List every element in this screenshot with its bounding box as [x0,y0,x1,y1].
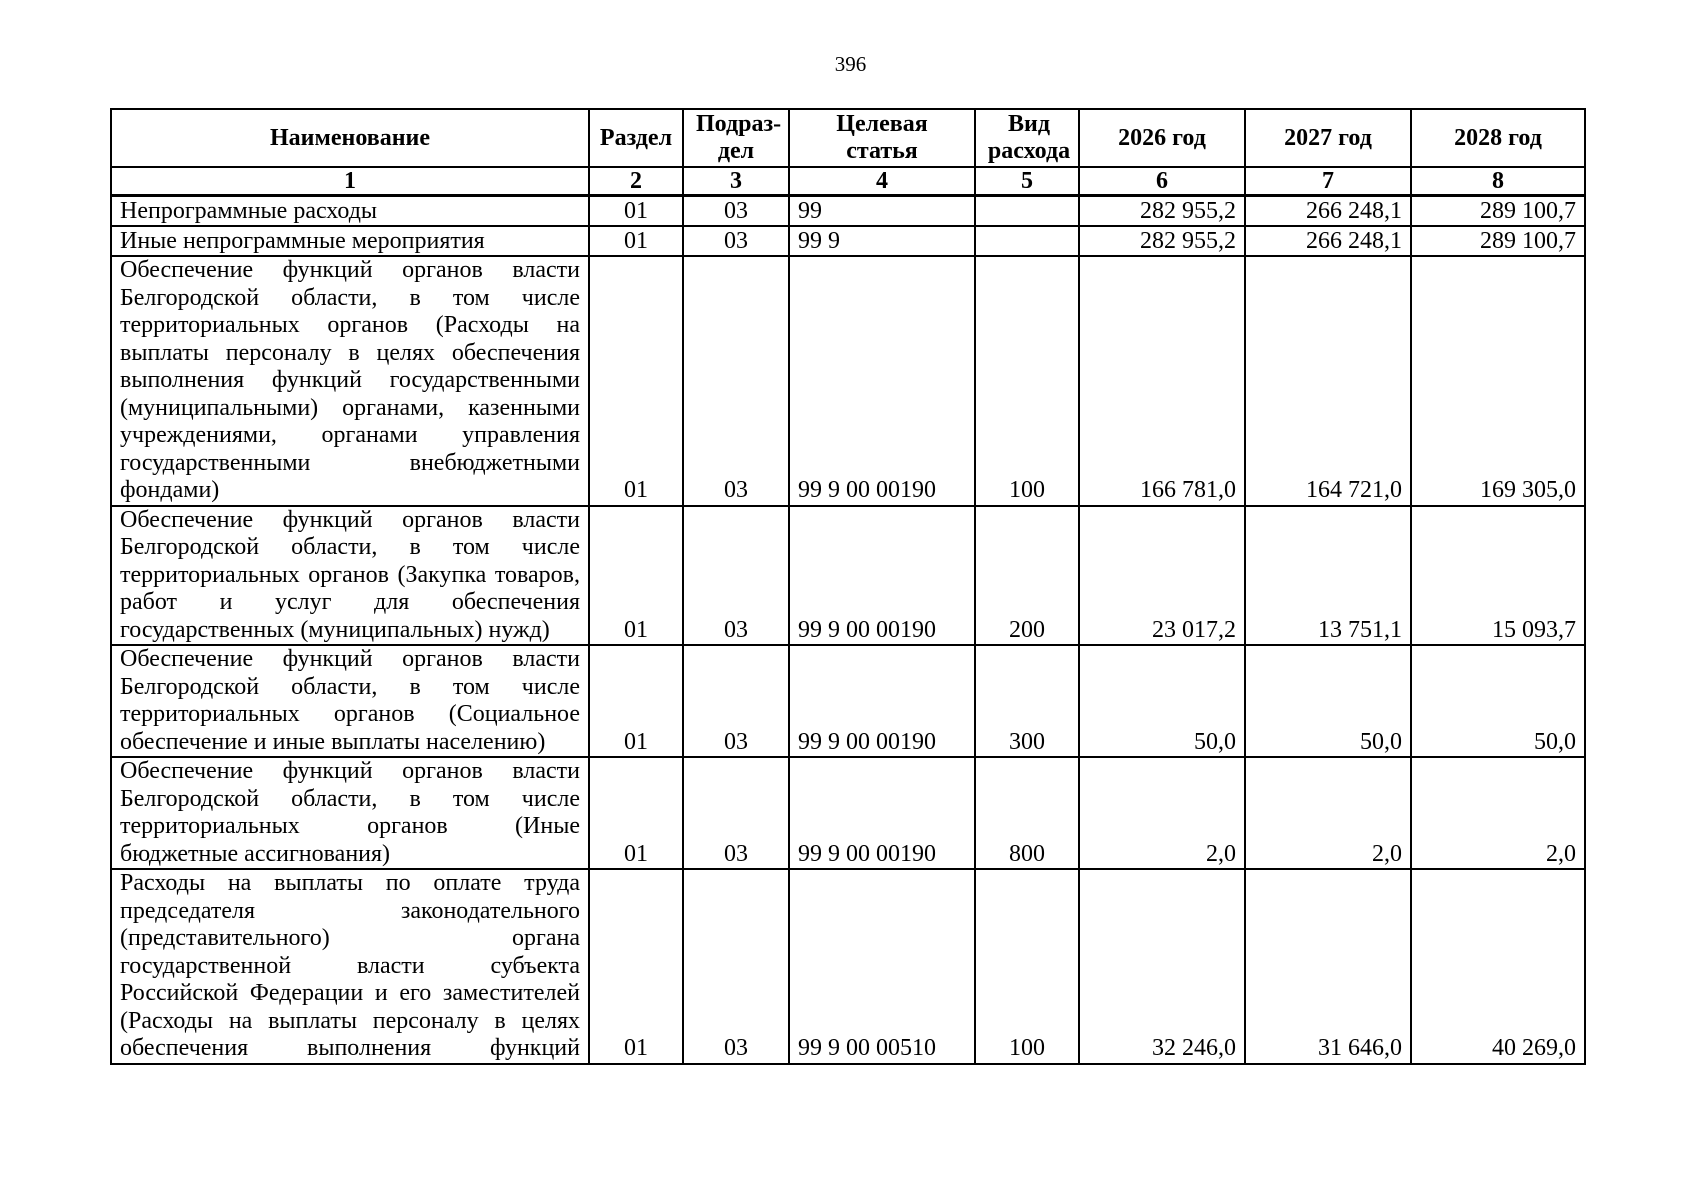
row-razdel: 01 [589,757,683,869]
row-statya: 99 9 [789,226,975,256]
row-name: Расходы на выплаты по оплате труда председателя законодательного (представительного) органа государственной власти субъекта Российской Федерации и его заместителей (Расходы на выплаты персоналу в целях обеспечения выполнения функций [111,869,589,1064]
row-name: Обеспечение функций органов власти Белгородской области, в том числе территориальных органов (Иные бюджетные ассигнования) [111,757,589,869]
column-number: 2 [589,167,683,196]
column-number: 8 [1411,167,1585,196]
header-podrazdel [683,109,789,167]
header-2027: 2027 год [1245,109,1411,167]
row-statya: 99 9 00 00190 [789,757,975,869]
row-podrazdel: 03 [683,506,789,646]
header-vid-label: Вид расхода [987,111,1071,164]
row-podrazdel: 03 [683,226,789,256]
row-2026: 166 781,0 [1079,256,1245,506]
row-name: Обеспечение функций органов власти Белгородской области, в том числе территориальных органов (Социальное обеспечение и иные выплаты населению) [111,645,589,757]
row-2027: 50,0 [1245,645,1411,757]
table-row [111,226,1585,256]
column-number: 6 [1079,167,1245,196]
row-vid: 200 [975,506,1079,646]
row-2026: 32 246,0 [1079,869,1245,1064]
header-razdel: Раздел [589,109,683,167]
row-podrazdel: 03 [683,645,789,757]
table-row [111,869,1585,1064]
column-number-row [111,167,1585,196]
header-statya-label: Целевая статья [836,111,928,164]
row-statya: 99 9 00 00510 [789,869,975,1064]
row-2026: 23 017,2 [1079,506,1245,646]
row-podrazdel: 03 [683,196,789,227]
row-statya: 99 [789,196,975,227]
row-name: Обеспечение функций органов власти Белгородской области, в том числе территориальных органов (Закупка товаров, работ и услуг для обеспечения государственных (муниципальных) нужд) [111,506,589,646]
header-podrazdel-label: Подраз-дел [696,111,782,164]
row-2027: 266 248,1 [1245,196,1411,227]
table-row [111,506,1585,646]
row-2028: 40 269,0 [1411,869,1585,1064]
row-2027: 13 751,1 [1245,506,1411,646]
header-2026: 2026 год [1079,109,1245,167]
row-statya: 99 9 00 00190 [789,256,975,506]
row-vid: 100 [975,869,1079,1064]
row-vid [975,196,1079,227]
row-vid: 100 [975,256,1079,506]
row-statya: 99 9 00 00190 [789,645,975,757]
row-2026: 282 955,2 [1079,226,1245,256]
row-razdel: 01 [589,226,683,256]
row-razdel: 01 [589,256,683,506]
row-podrazdel: 03 [683,757,789,869]
row-statya: 99 9 00 00190 [789,506,975,646]
row-razdel: 01 [589,506,683,646]
row-2028: 15 093,7 [1411,506,1585,646]
row-2028: 50,0 [1411,645,1585,757]
table-row [111,757,1585,869]
header-2028: 2028 год [1411,109,1585,167]
row-razdel: 01 [589,196,683,227]
table-row [111,645,1585,757]
table-row [111,196,1585,227]
table-row [111,256,1585,506]
row-2026: 50,0 [1079,645,1245,757]
header-statya [789,109,975,167]
row-name: Иные непрограммные мероприятия [111,226,589,256]
row-name: Непрограммные расходы [111,196,589,227]
row-2028: 169 305,0 [1411,256,1585,506]
page-number: 396 [834,52,867,76]
row-2026: 2,0 [1079,757,1245,869]
row-vid [975,226,1079,256]
row-2027: 31 646,0 [1245,869,1411,1064]
row-podrazdel: 03 [683,869,789,1064]
column-number: 4 [789,167,975,196]
row-name: Обеспечение функций органов власти Белгородской области, в том числе территориальных органов (Расходы на выплаты персоналу в целях обеспечения выполнения функций государственными (муниципальными) органами, казенными учреждениями, органами управления государственными внебюджетными фондами) [111,256,589,506]
column-number: 3 [683,167,789,196]
row-podrazdel: 03 [683,256,789,506]
budget-table [110,108,1586,1065]
row-2027: 266 248,1 [1245,226,1411,256]
row-razdel: 01 [589,869,683,1064]
column-number: 5 [975,167,1079,196]
column-number: 7 [1245,167,1411,196]
row-2027: 2,0 [1245,757,1411,869]
column-number: 1 [111,167,589,196]
row-vid: 300 [975,645,1079,757]
row-2028: 289 100,7 [1411,226,1585,256]
header-row [111,109,1585,167]
row-2027: 164 721,0 [1245,256,1411,506]
row-2028: 289 100,7 [1411,196,1585,227]
row-razdel: 01 [589,645,683,757]
header-name: Наименование [111,109,589,167]
row-vid: 800 [975,757,1079,869]
header-vid [975,109,1079,167]
row-2028: 2,0 [1411,757,1585,869]
row-2026: 282 955,2 [1079,196,1245,227]
